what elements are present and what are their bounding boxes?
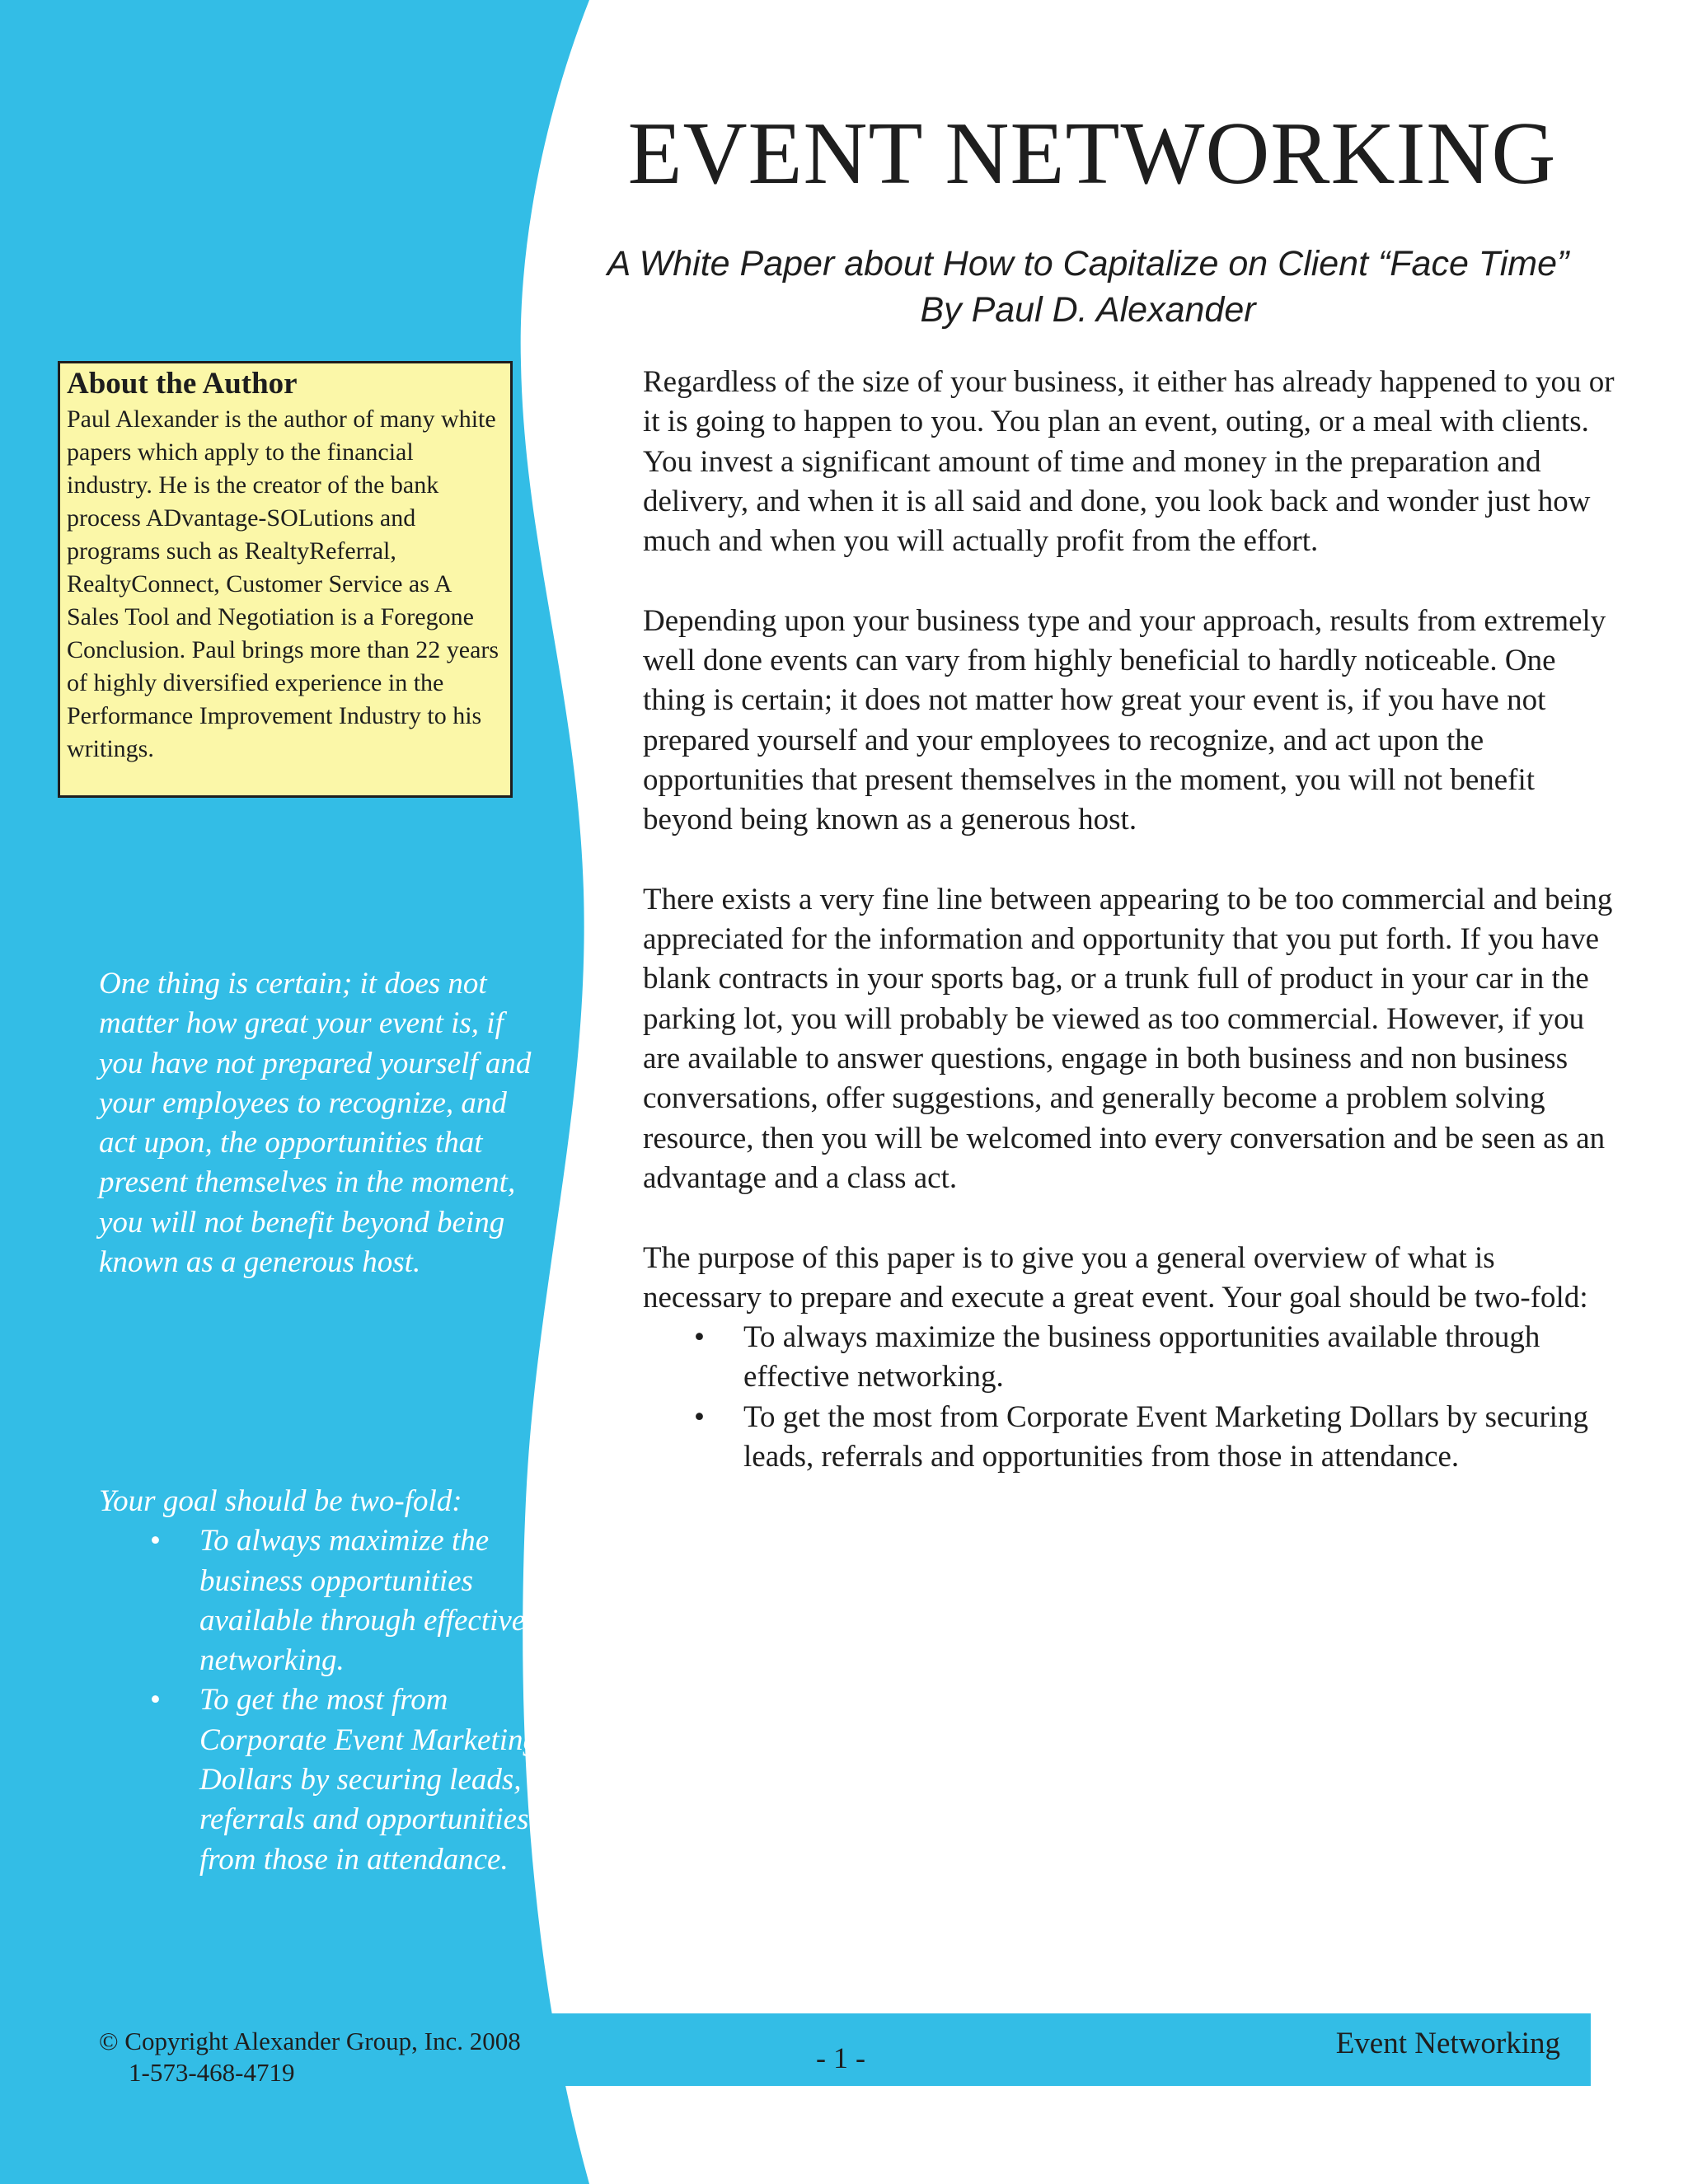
list-item: [99, 1680, 560, 1879]
main-body: [643, 363, 1615, 1477]
list-item-text: To always maximize the business opportunities available through effective networking.: [199, 1524, 526, 1678]
phone-number: 1-573-468-4719: [129, 2058, 295, 2087]
list-item-text: To get the most from Corporate Event Marketing Dollars by securing leads, referrals and opportunities from those in attendance.: [199, 1683, 539, 1877]
copyright-text: © Copyright Alexander Group, Inc. 2008: [99, 2027, 521, 2055]
about-author-text: Paul Alexander is the author of many white papers which apply to the financial industry. He is the creator of the bank process ADvantage-SOLutions and programs such as RealtyReferral, RealtyConnect, Customer Service as A Sales Tool and Negotiation is a Foregone Conclusion. Paul brings more than 22 years of highly diversified experience in the Performance Improvement Industry to his writings.: [67, 405, 499, 762]
list-item: [99, 1521, 560, 1680]
about-author-box: [58, 361, 513, 798]
pull-quote-goals-list: [99, 1521, 560, 1880]
bullet-icon: •: [150, 1524, 161, 1558]
list-item-text: To always maximize the business opportunities available through effective networking.: [743, 1320, 1540, 1394]
list-item: [643, 1318, 1615, 1398]
list-item-text: To get the most from Corporate Event Marketing Dollars by securing leads, referrals and opportunities from those in attendance.: [743, 1399, 1588, 1474]
pull-quote-goals-intro: Your goal should be two-fold:: [99, 1484, 462, 1518]
pull-quote-goals: [99, 1482, 560, 1880]
footer-copyright: [99, 2026, 521, 2088]
pull-quote: One thing is certain; it does not matter how great your event is, if you have not prepared yourself and your employees to recognize, and act upon, the opportunities that present themselves in the moment, you will not benefit beyond being known as a generous host.: [99, 967, 532, 1280]
body-paragraph: There exists a very fine line between appearing to be too commercial and being appreciated for the information and opportunity that you put forth. If you have blank contracts in your sports bag, or a trunk full of product in your car in the parking lot, you will probably be viewed as too commercial. However, if you are available to answer questions, engage in both business and non business conversations, offer suggestions, and generally become a problem solving resource, then you will be welcomed into every conversation and be seen as an advantage and a class act.: [643, 882, 1613, 1195]
list-item: [643, 1398, 1615, 1478]
page-number: - 1 -: [816, 2041, 865, 2074]
subtitle-line: A White Paper about How to Capitalize on Client “Face Time”: [607, 244, 1569, 284]
author-byline: By Paul D. Alexander: [920, 290, 1256, 330]
page-title: EVENT NETWORKING: [627, 105, 1557, 203]
about-author-heading: About the Author: [67, 367, 298, 401]
bullet-icon: •: [694, 1399, 705, 1434]
goals-list: [643, 1318, 1615, 1477]
subtitle: [544, 241, 1632, 333]
bullet-icon: •: [694, 1320, 705, 1355]
body-paragraph: The purpose of this paper is to give you a general overview of what is necessary to prepare and execute a great event. Your goal should be two-fold:: [643, 1240, 1588, 1315]
body-paragraph: Depending upon your business type and your approach, results from extremely well done events can vary from highly beneficial to hardly noticeable. One thing is certain; it does not matter how great your event is, if you have not prepared yourself and your employees to recognize, and act upon the opportunities that present themselves in the moment, you will not benefit beyond being known as a generous host.: [643, 603, 1606, 837]
footer-title: Event Networking: [1335, 2027, 1560, 2060]
bullet-icon: •: [150, 1683, 161, 1718]
body-paragraph: Regardless of the size of your business, it either has already happened to you or it is going to happen to you. You plan an event, outing, or a meal with clients. You invest a significant amount of time and money in the preparation and delivery, and when it is all said and done, you look back and wonder just how much and when you will actually profit from the effort.: [643, 365, 1615, 559]
